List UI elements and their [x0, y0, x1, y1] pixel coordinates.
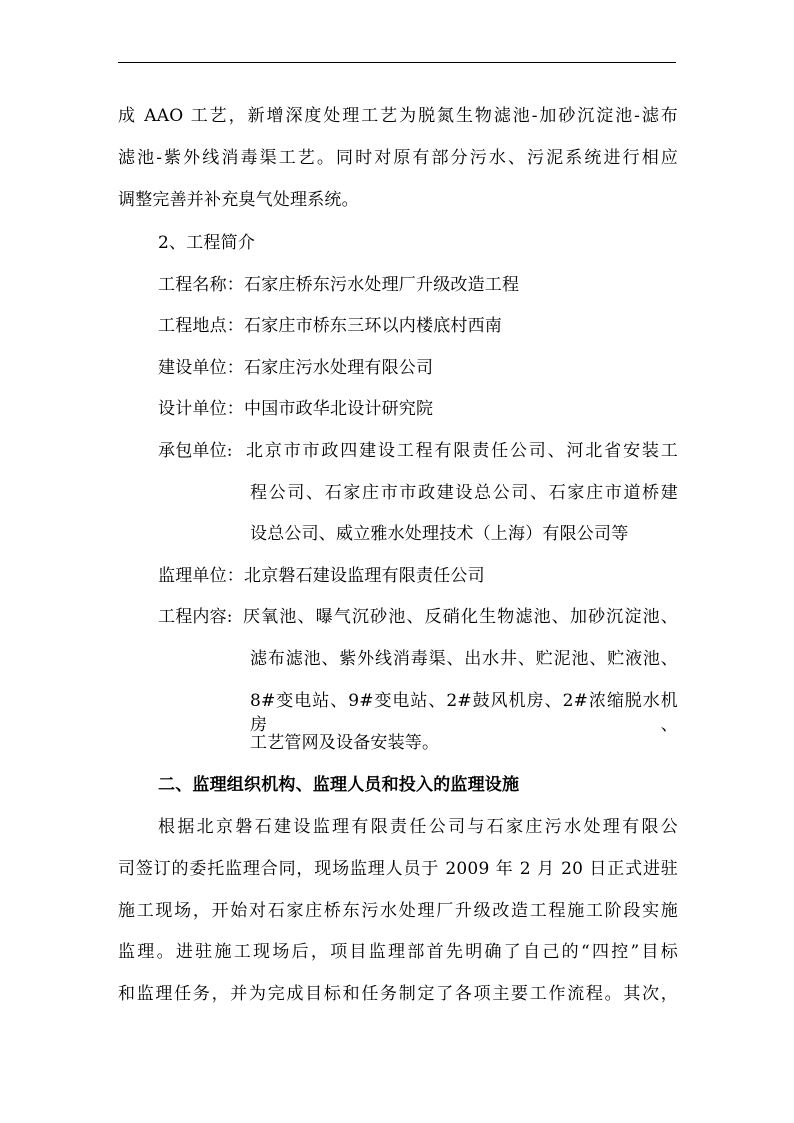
designer-label: 设计单位：: [158, 399, 244, 419]
contractor-line-1: 北京市市政四建设工程有限责任公司、河北省安装工: [246, 441, 678, 461]
chapter-para-line-5: 和监理任务，并为完成目标和任务制定了各项主要工作流程。其次，: [118, 984, 678, 1004]
chapter-heading: 二、监理组织机构、监理人员和投入的监理设施: [158, 775, 520, 795]
section-heading: 2、工程简介: [158, 233, 256, 253]
chapter-para-line-2: 司签订的委托监理合同，现场监理人员于 2009 年 2 月 20 日正式进驻: [118, 859, 678, 879]
builder-value: 石家庄污水处理有限公司: [244, 358, 434, 378]
content-line-3: 8#变电站、9#变电站、2#鼓风机房、2#浓缩脱水机房、: [250, 691, 678, 735]
intro-line-3: 调整完善并补充臭气处理系统。: [118, 190, 359, 210]
supervisor-label: 监理单位：: [158, 566, 244, 586]
project-name-label: 工程名称：: [158, 275, 244, 295]
designer-field: [158, 397, 678, 421]
content-label: 工程内容:: [158, 607, 233, 627]
content-line-4: 工艺管网及设备安装等。: [250, 733, 440, 753]
content-line-1: 厌氧池、曝气沉砂池、反硝化生物滤池、加砂沉淀池、: [243, 607, 678, 627]
intro-line-1: 成 AAO 工艺，新增深度处理工艺为脱氮生物滤池-加砂沉淀池-滤布: [118, 106, 678, 126]
chapter-para-line-1: 根据北京磐石建设监理有限责任公司与石家庄污水处理有限公: [158, 817, 678, 837]
chapter-para-line-4: 监理。进驻施工现场后，项目监理部首先明确了自己的“四控”目标: [118, 942, 678, 962]
contractor-line-2: 程公司、石家庄市市政建设总公司、石家庄市道桥建: [250, 483, 678, 503]
contractor-label: 承包单位:: [158, 441, 233, 461]
builder-field: [158, 356, 678, 380]
chapter-para-line-3: 施工现场，开始对石家庄桥东污水处理厂升级改造工程施工阶段实施: [118, 901, 678, 921]
contractor-line-3: 设总公司、威立雅水处理技术（上海）有限公司等: [250, 524, 629, 544]
supervisor-value: 北京磐石建设监理有限责任公司: [244, 566, 485, 586]
intro-line-2: 滤池-紫外线消毒渠工艺。同时对原有部分污水、污泥系统进行相应: [118, 148, 678, 168]
project-name-field: [158, 273, 678, 297]
builder-label: 建设单位：: [158, 358, 244, 378]
project-location-field: [158, 314, 678, 338]
content-line-2: 滤布滤池、紫外线消毒渠、出水井、贮泥池、贮液池、: [250, 649, 678, 669]
header-rule: [118, 62, 676, 63]
project-location-label: 工程地点：: [158, 316, 244, 336]
supervisor-field: [158, 564, 678, 588]
designer-value: 中国市政华北设计研究院: [244, 399, 434, 419]
project-name-value: 石家庄桥东污水处理厂升级改造工程: [244, 275, 520, 295]
project-location-value: 石家庄市桥东三环以内楼底村西南: [244, 316, 502, 336]
